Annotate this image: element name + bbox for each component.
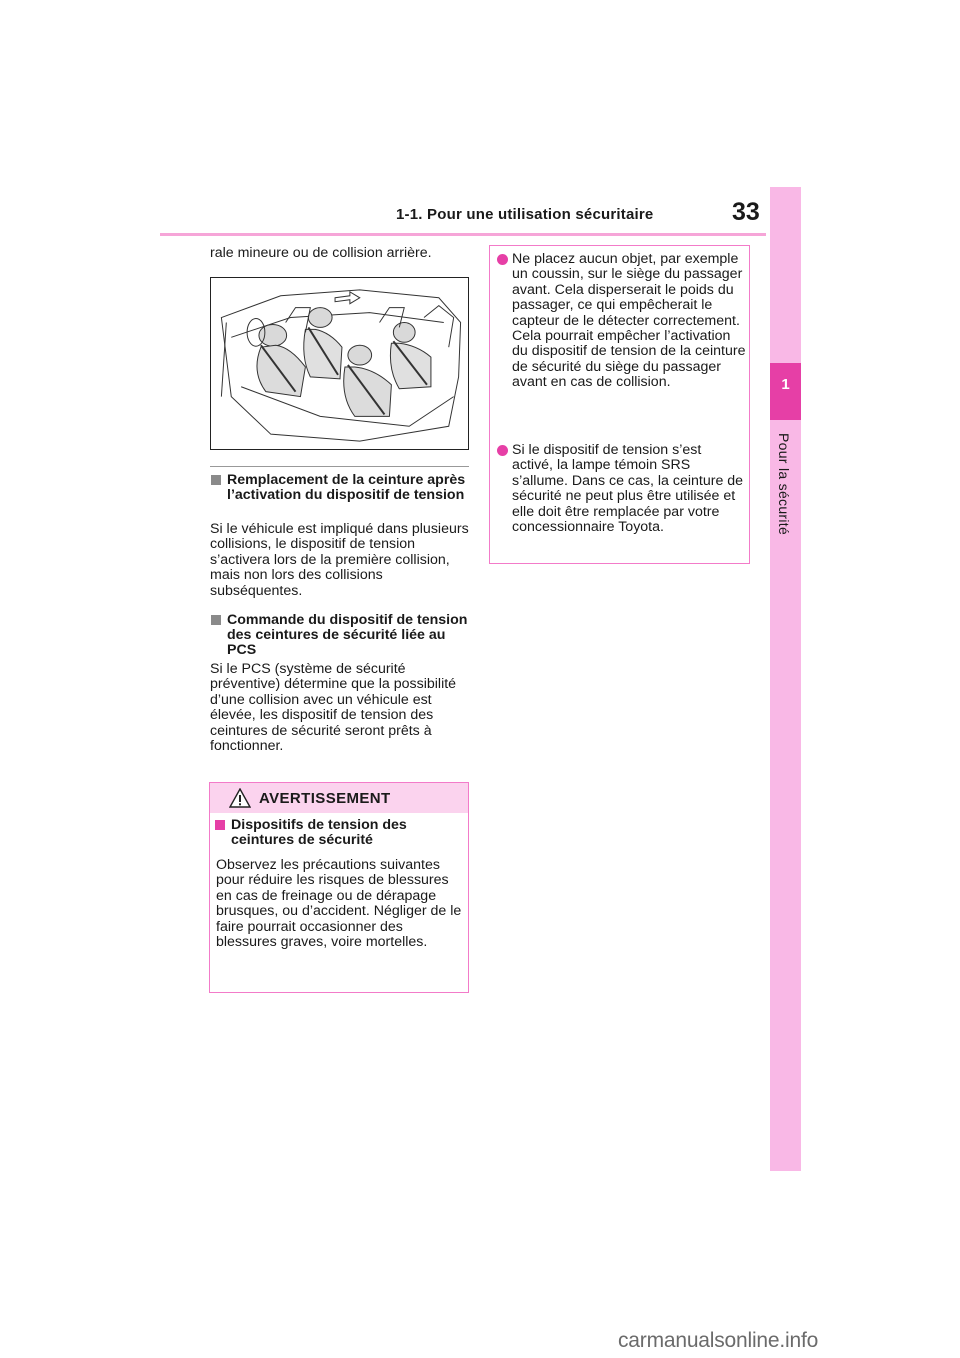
warning-subheading-text: Dispositifs de tension des ceintures de sécurité [231,817,407,849]
header-rule [160,233,766,236]
warning-header [210,783,468,813]
section-heading-text: Remplacement de la ceinture après l’activation du dispositif de tension [227,472,466,504]
chapter-number: 1 [781,376,790,393]
bullet-dot-icon [497,254,508,265]
bullet-item [496,443,746,535]
section-heading-replacement [210,473,472,503]
page-number: 33 [732,198,760,226]
warning-box [209,782,469,993]
section-title: 1-1. Pour une utilisation sécuritaire [396,206,654,223]
seat-belt-occupants-illustration [210,277,469,450]
bullet-item [496,252,746,391]
watermark: carmanualsonline.info [618,1329,819,1352]
intro-text: rale mineure ou de collision arrière. [210,245,432,261]
chapter-side-tab [770,187,801,1171]
warning-subheading [214,818,464,848]
section-body-pcs: Si le PCS (système de sécurité préventive) détermine que la possibilité d’une collision avec un véhicule est élevée, les dispositif de tension des ceintures de sécurité seront prêts à fonctionner. [210,661,457,755]
warning-square-icon [215,820,225,830]
chapter-label: Pour la sécurité [776,433,792,536]
warning-body: Observez les précautions suivantes pour réduire les risques de blessures en cas de freinage ou de dérapage brusques, ou d’accident. Négliger de le faire pourrait occasionner des blessures graves, voire mortelles. [216,857,462,951]
caution-bullets-box [489,245,750,564]
section-square-icon [211,615,221,625]
section-divider [210,466,469,467]
bullet-text: Ne placez aucun objet, par exemple un coussin, sur le siège du passager avant. Cela disperserait le poids du passager, ce qui empêcherait le capteur de le détecter correctement. Cela pourrait empêcher l’activation du dispositif de tension de la ceinture de sécurité du siège du passager avant en cas de collision. [512,251,746,391]
bullet-text: Si le dispositif de tension s’est activé, la lampe témoin SRS s’allume. Dans ce cas, la ceinture de sécurité ne peut plus être utilisée et elle doit être remplacée par votre concessionnaire Toyota. [512,442,744,536]
bullet-dot-icon [497,445,508,456]
section-heading-text: Commande du dispositif de tension des ceintures de sécurité liée au PCS [227,612,468,659]
section-square-icon [211,475,221,485]
warning-title: AVERTISSEMENT [259,790,391,807]
section-body-replacement: Si le véhicule est impliqué dans plusieurs collisions, le dispositif de tension s’activera lors de la première collision, mais non lors des collisions subséquentes. [210,521,469,599]
warning-triangle-icon [229,788,251,808]
section-heading-pcs [210,613,472,659]
